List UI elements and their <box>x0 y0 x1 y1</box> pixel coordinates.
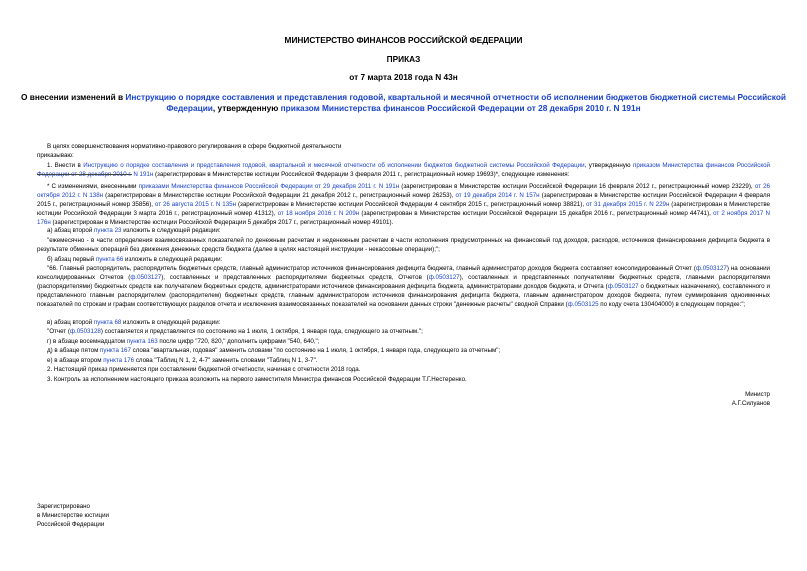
paragraph-2: 2. Настоящий приказ применяется при составлении бюджетной отчетности, начиная с отчетности 2018 года. <box>47 366 361 373</box>
item-v-link[interactable]: пункта 68 <box>93 319 122 326</box>
item-a-link[interactable]: пункта 23 <box>94 227 122 234</box>
item-b-text: о бюджетных назначениях), составленного и представленного главным распорядителем (распорядителем) бюджетных средств, главным администратором источников финансирования дефицита бюджета, главным администратором доходов бюджета, путем суммирования одноименных показателей по строкам и графам соответствующих разделов отчета и исключения взаимосвязанных показателей на основании данных строки "денежные расчеты" сводной Справки ( <box>37 282 770 308</box>
footnote-link-1[interactable]: приказами Министерства финансов Российской Федерации от 29 декабря 2011 г. N 191н <box>138 183 400 190</box>
date-number-heading: от 7 марта 2018 года N 43н <box>349 72 458 82</box>
title-prefix: О внесении изменений в <box>20 92 126 102</box>
form-0503125-link[interactable]: ф.0503125 <box>567 300 599 308</box>
form-0503128-link[interactable]: ф.0503128 <box>69 328 101 335</box>
footnote-text: (зарегистрирован в Министерстве юстиции Российской Федерации 21 декабря 2012 г., регистрационный номер 26253), <box>103 191 456 199</box>
footnote-text: * С изменениями, внесенными <box>47 183 139 190</box>
footnote-text: (зарегистрирован в Министерстве юстиции Российской Федерации 16 февраля 2012 г., регистрационный номер 23229), <box>399 183 755 190</box>
p1-text-b: , утвержденную <box>584 162 633 169</box>
instruction-link[interactable]: Инструкцию о порядке составления и представления годовой, квартальной и месячной отчетности об исполнении бюджетов бюджетной системы Российской Федерации <box>125 92 787 113</box>
item-b-text: "66. Главный распорядитель, распорядитель бюджетных средств, главный администратор источников финансирования дефицита бюджета, главный администратор доходов бюджета составляет консолидированный Отчет ( <box>47 265 696 272</box>
footnote-text: (зарегистрирован в Министерстве юстиции Российской Федерации 4 февраля 2015 г., регистрационный номер 35856), <box>37 191 770 208</box>
item-v-heading <box>37 319 770 328</box>
footnote <box>37 183 770 228</box>
item-v-text: ) составляется и представляется по состоянию на 1 июля, 1 октября, 1 января года, следующего за отчетным."; <box>100 328 423 335</box>
registration-line-2: в Министерстве юстиции <box>37 512 110 519</box>
footnote-link-4[interactable]: от 26 августа 2015 г. N 135н <box>154 200 237 208</box>
p1-text-a: 1. Внести в <box>47 162 84 169</box>
item-a-pre: а) абзац второй <box>47 227 95 234</box>
form-0503127-link[interactable]: ф.0503127 <box>695 265 727 272</box>
preamble-line-1: В целях совершенствования нормативно-правового регулирования в сфере бюджетной деятельности <box>47 143 342 150</box>
item-e-pre: е) в абзаце втором <box>47 357 104 364</box>
item-b-text: ), составленных и представленных распорядителями бюджетных средств, Отчетов ( <box>161 273 429 281</box>
footnote-link-3[interactable]: от 19 декабря 2014 г. N 157н <box>455 191 540 199</box>
ministry-heading: МИНИСТЕРСТВО ФИНАНСОВ РОССИЙСКОЙ ФЕДЕРАЦИИ <box>284 35 523 45</box>
item-b-heading <box>37 256 770 265</box>
item-g-pre: г) в абзаце восемнадцатом <box>47 338 127 345</box>
item-e <box>37 357 770 366</box>
footnote-text: (зарегистрирован в Министерстве юстиции Российской Федерации 4 сентября 2015 г., регистрационный номер 38821), <box>236 200 586 208</box>
item-e-post: слова "Таблиц N 1, 2, 4-7" заменить словами "Таблиц N 1, 3-7". <box>134 357 318 364</box>
p1-text-c: (зарегистрирован в Министерстве юстиции Российской Федерации 3 февраля 2011 г., регистрационный номер 19693)*, следующие изменения: <box>153 170 570 178</box>
item-a-quote: "ежемесячно - в части определения взаимосвязанных показателей по денежным расчетам и неденежным расчетам в части исполнения предусмотренных на финансовый год доходов, расходов, источников финансирования дефицита бюджета в результате обменных операций без движения денежных средств бюджета (далее в целях настоящей инструкции - некассовые операции);"; <box>37 237 770 253</box>
registration-line-1: Зарегистрировано <box>37 503 90 510</box>
item-b-link[interactable]: пункта 66 <box>95 256 124 263</box>
item-v-quote <box>37 328 770 337</box>
registration-line-3: Российской Федерации <box>37 521 105 528</box>
item-b-text: по коду счета 130404000) в следующем порядке:"; <box>598 300 746 308</box>
item-b-text: ) на основании консолидированных Отчетов ( <box>37 265 770 281</box>
form-0503127-link[interactable]: ф.0503127 <box>130 273 162 281</box>
p1-instruction-link[interactable]: Инструкцию о порядке составления и представления годовой, квартальной и месячной отчетности об исполнении бюджетов бюджетной системы Российской Федерации <box>83 162 585 169</box>
p1-order-link[interactable]: приказом Министерства финансов Российской Федерации от 28 декабря 2010 г. N 191н <box>37 162 770 178</box>
paragraph-3: 3. Контроль за исполнением настоящего приказа возложить на первого заместителя Министра финансов Российской Федерации Т.Г.Нестеренко. <box>47 376 467 383</box>
item-b-pre: б) абзац первый <box>47 256 96 263</box>
item-g-post: после цифр "720, 820," дополнить цифрами "540, 640,"; <box>157 338 320 345</box>
paragraph-1 <box>37 162 770 180</box>
form-0503127-link[interactable]: ф.0503127 <box>428 273 460 281</box>
form-0503127-link[interactable]: ф.0503127 <box>607 282 639 290</box>
item-g <box>37 338 770 347</box>
item-a-heading <box>37 227 770 236</box>
item-d <box>37 347 770 356</box>
item-e-link[interactable]: пункта 176 <box>103 357 135 364</box>
item-v-post: изложить в следующей редакции: <box>121 319 221 326</box>
footnote-text: (зарегистрирован в Министерстве юстиции Российской Федерации 5 декабря 2017 г., регистрационный номер 49101). <box>50 218 394 226</box>
footnote-text: (зарегистрирован в Министерстве юстиции Российской Федерации 15 декабря 2016 г., регистрационный номер 44741), <box>359 209 714 217</box>
item-v-text: "Отчет ( <box>47 328 70 335</box>
footnote-link-5[interactable]: от 31 декабря 2015 г. N 229н <box>585 200 670 208</box>
document-title <box>20 92 787 114</box>
signature-name: А.Г.Силуанов <box>731 400 770 407</box>
footnote-link-7[interactable]: от 2 ноября 2017 N 176н <box>37 209 770 226</box>
item-d-link[interactable]: пункта 167 <box>100 347 131 354</box>
item-d-pre: д) в абзаце пятом <box>47 347 101 354</box>
order-191n-link[interactable]: приказом Министерства финансов Российской Федерации от 28 декабря 2010 г. N 191н <box>280 103 641 113</box>
signature-role: Министр <box>745 391 770 398</box>
item-d-post: слова "квартальная, годовая" заменить словами "по состоянию на 1 июля, 1 октября, 1 января года, следующего за отчетным"; <box>130 347 501 354</box>
item-v-pre: в) абзац второй <box>47 319 94 326</box>
footnote-divider <box>37 174 132 175</box>
footnote-text: (зарегистрирован в Министерстве юстиции Российской Федерации 3 марта 2016 г., регистрационный номер 41312), <box>37 200 770 217</box>
preamble-line-2: приказываю: <box>37 152 74 159</box>
item-b-post: изложить в следующей редакции: <box>123 256 223 263</box>
item-b-quote <box>37 265 770 310</box>
item-b-text: ), составленных и представленных получателями бюджетных средств, главными распорядителями (распорядителями) бюджетных средств как получателем бюджетных средств, администраторами источников финансирования дефицита бюджета, администраторами доходов бюджета, и Отчета ( <box>37 273 771 290</box>
item-a-post: изложить в следующей редакции: <box>121 227 221 234</box>
item-g-link[interactable]: пункта 163 <box>126 338 158 345</box>
title-mid: , утвержденную <box>212 103 281 113</box>
footnote-link-2[interactable]: от 26 октября 2012 г. N 138н <box>37 183 770 199</box>
footnote-link-6[interactable]: от 18 ноября 2016 г. N 209н <box>277 209 360 217</box>
doc-type-heading: ПРИКАЗ <box>386 54 421 64</box>
